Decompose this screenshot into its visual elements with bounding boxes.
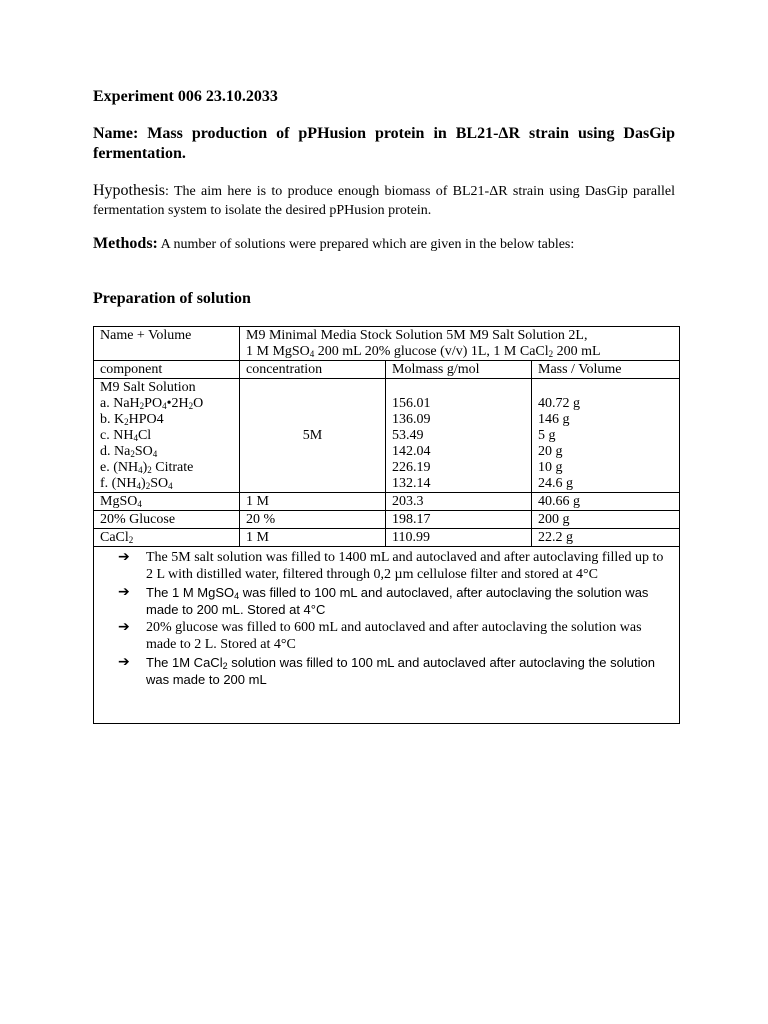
m9-molmass: 136.09 — [392, 412, 431, 427]
m9-component — [100, 396, 233, 412]
text-part: ) — [141, 476, 146, 491]
text-part: O — [193, 396, 204, 411]
text-part: •2H — [166, 396, 189, 411]
column-header-row — [94, 361, 680, 379]
column-header: Mass / Volume — [532, 361, 680, 379]
header-line-2-b-sub: 2 — [548, 349, 554, 359]
methods-label: Methods: — [93, 235, 158, 252]
m9-molmass: 156.01 — [392, 396, 431, 411]
right-arrow-icon: ➔ — [118, 654, 130, 670]
component-cell — [94, 511, 240, 529]
text-part: c. NH — [100, 428, 134, 443]
right-arrow-icon: ➔ — [118, 619, 130, 635]
m9-molmass-cell — [386, 379, 532, 493]
m9-mass-cell — [532, 379, 680, 493]
text-part: MgSO — [100, 494, 138, 509]
text-part: Citrate — [151, 460, 194, 475]
note-item — [114, 584, 671, 618]
subscript: 4 — [137, 499, 142, 509]
subscript: 2 — [139, 401, 145, 411]
hypothesis-paragraph — [93, 181, 675, 220]
concentration-cell: 1 M — [240, 529, 386, 547]
m9-component — [100, 460, 233, 476]
header-description-cell — [240, 327, 680, 361]
methods-text: A number of solutions were prepared which are given in the below tables: — [157, 237, 575, 252]
text-part: 20% glucose was filled to 600 mL and autoclaved and after autoclaving the solution was made to 2 L. Stored at 4°C — [146, 620, 642, 652]
mass-cell: 22.2 g — [532, 529, 680, 547]
subscript: 2 — [188, 401, 194, 411]
subscript: 2 — [130, 449, 135, 459]
notes-cell — [94, 547, 680, 724]
note-item — [114, 549, 671, 583]
header-line-2-a-sub: 4 — [309, 349, 315, 359]
header-label-cell: Name + Volume — [94, 327, 240, 361]
subscript: 2 — [128, 535, 134, 545]
header-line-2 — [246, 344, 673, 360]
text-part: SO — [150, 476, 169, 491]
notes-list — [114, 549, 671, 688]
header-line-2-c: 200 mL — [553, 344, 601, 359]
column-header: concentration — [240, 361, 386, 379]
m9-concentration-cell: 5M — [240, 379, 386, 493]
m9-component — [100, 412, 233, 428]
component-cell — [94, 493, 240, 511]
hypothesis-label: Hypothesis — [93, 182, 165, 199]
methods-paragraph — [93, 234, 675, 254]
text-part: a. NaH — [100, 396, 140, 411]
name-text: Mass production of pPHusion protein in BL21-ΔR strain using DasGip fermentation. — [93, 125, 676, 162]
note-item — [114, 619, 671, 653]
m9-molmass: 142.04 — [392, 444, 431, 459]
m9-mass: 24.6 g — [538, 476, 573, 491]
text-part: was filled to 100 mL and autoclaved, after autoclaving the solution was made to 200 mL. Stored at 4°C — [146, 585, 649, 617]
text-part: The 1M CaCl — [146, 655, 223, 670]
text-part: Cl — [137, 428, 152, 443]
table-row — [94, 511, 680, 529]
section-title: Preparation of solution — [93, 290, 251, 307]
mass-cell: 200 g — [532, 511, 680, 529]
right-arrow-icon: ➔ — [118, 549, 130, 565]
mass-cell: 40.66 g — [532, 493, 680, 511]
notes-row — [94, 547, 680, 724]
header-line-2-a: 1 M MgSO — [246, 344, 310, 359]
name-label: Name: — [93, 125, 139, 142]
m9-title: M9 Salt Solution — [100, 380, 196, 395]
header-line-2-b: 200 mL 20% glucose (v/v) 1L, 1 M CaCl — [314, 344, 549, 359]
text-part: PO — [144, 396, 163, 411]
solution-table — [93, 326, 680, 724]
subscript: 4 — [162, 401, 167, 411]
m9-mass: 146 g — [538, 412, 570, 427]
subscript: 4 — [138, 465, 143, 475]
m9-component — [100, 428, 233, 444]
text-part: e. (NH — [100, 460, 139, 475]
subscript: 2 — [222, 661, 228, 671]
subscript: 4 — [136, 481, 142, 491]
subscript: 2 — [145, 481, 151, 491]
hypothesis-text: : The aim here is to produce enough biomass of BL21-ΔR strain using DasGip parallel fermentation system to isolate the desired pPHusion protein. — [93, 184, 675, 218]
text-part: d. Na — [100, 444, 131, 459]
m9-molmass: 226.19 — [392, 460, 431, 475]
text-part: f. (NH — [100, 476, 137, 491]
text-part: The 1 M MgSO — [146, 585, 235, 600]
m9-mass: 40.72 g — [538, 396, 580, 411]
text-part: b. K — [100, 412, 125, 427]
molmass-cell: 203.3 — [386, 493, 532, 511]
m9-component — [100, 476, 233, 492]
experiment-name — [93, 124, 675, 164]
m9-row — [94, 379, 680, 493]
experiment-title: Experiment 006 23.10.2033 — [93, 88, 278, 105]
molmass-cell: 198.17 — [386, 511, 532, 529]
text-part: CaCl — [100, 530, 129, 545]
table-header-row — [94, 327, 680, 361]
text-part: 20% Glucose — [100, 512, 176, 527]
note-item — [114, 654, 671, 688]
subscript: 2 — [147, 465, 152, 475]
molmass-cell: 110.99 — [386, 529, 532, 547]
right-arrow-icon: ➔ — [118, 584, 130, 600]
text-part: SO — [134, 444, 153, 459]
header-line-1: M9 Minimal Media Stock Solution 5M M9 Salt Solution 2L, — [246, 328, 588, 343]
text-part: HPO4 — [128, 412, 164, 427]
m9-component — [100, 444, 233, 460]
column-header: component — [94, 361, 240, 379]
text-part: solution was filled to 100 mL and autoclaved after autoclaving the solution was made to 200 mL — [146, 655, 655, 687]
text-part: The 5M salt solution was filled to 1400 mL and autoclaved and after autoclaving filled up to 2 L with distilled water, filtered through 0,2 µm cellulose filter and stored at 4°C — [146, 550, 664, 582]
subscript: 4 — [234, 591, 240, 601]
table-row — [94, 493, 680, 511]
table-row — [94, 529, 680, 547]
subscript: 4 — [133, 433, 138, 443]
component-cell — [94, 529, 240, 547]
concentration-cell: 20 % — [240, 511, 386, 529]
subscript: 4 — [152, 449, 158, 459]
concentration-cell: 1 M — [240, 493, 386, 511]
m9-molmass: 53.49 — [392, 428, 424, 443]
column-header: Molmass g/mol — [386, 361, 532, 379]
m9-mass: 10 g — [538, 460, 563, 475]
subscript: 2 — [124, 417, 129, 427]
m9-mass: 5 g — [538, 428, 556, 443]
subscript: 4 — [168, 481, 173, 491]
m9-mass: 20 g — [538, 444, 563, 459]
m9-components-cell — [94, 379, 240, 493]
text-part: ) — [142, 460, 148, 475]
m9-molmass: 132.14 — [392, 476, 431, 491]
